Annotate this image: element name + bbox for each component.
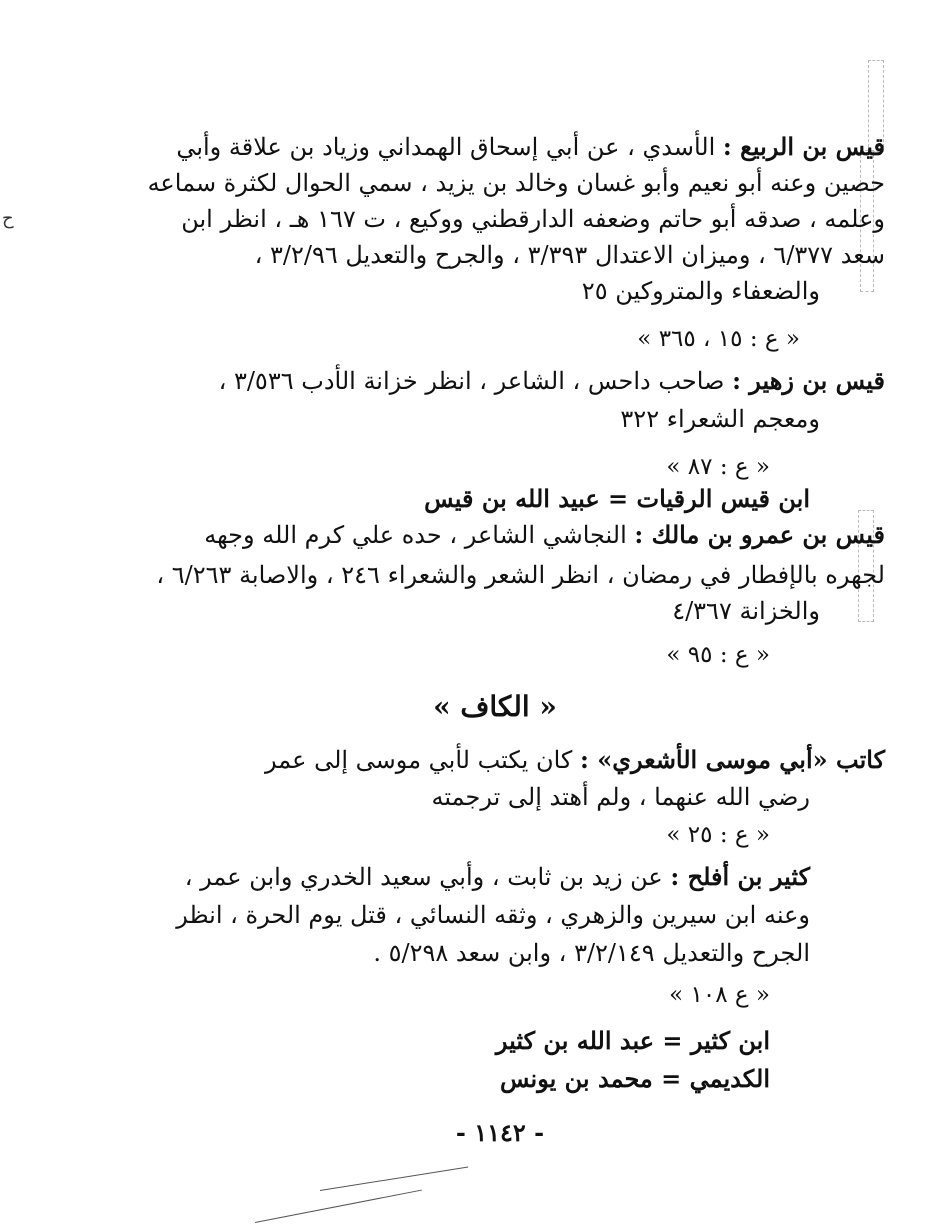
- margin-mark: ح: [2, 208, 14, 229]
- entry-line: سعد ٦/٣٧٧ ، وميزان الاعتدال ٣/٣٩٣ ، والجرح والتعديل ٣/٢/٩٦ ،: [254, 241, 885, 269]
- section-title-kaf: « الكاف »: [433, 690, 557, 723]
- entry-head-qays-rabi: قيس بن الربيع :: [722, 132, 885, 161]
- scan-artifact-line: [320, 1167, 468, 1191]
- entry-line: والخزانة ٤/٣٦٧: [672, 597, 820, 625]
- cross-ref-kudaymi: الكديمي = محمد بن يونس: [499, 1064, 770, 1093]
- entry-line: [185, 745, 885, 775]
- entry-line: [185, 366, 885, 396]
- entry-text: عن زيد بن ثابت ، وأبي سعيد الخدري وابن عمر ،: [184, 863, 663, 891]
- entry-ref: « ع : ٨٧ »: [666, 454, 770, 480]
- scan-artifact-line: [255, 1190, 422, 1223]
- entry-line: رضي الله عنهما ، ولم أهتد إلى ترجمته: [431, 783, 810, 811]
- entry-line: والضعفاء والمتروكين ٢٥: [581, 277, 820, 305]
- entry-line: وعنه ابن سيرين والزهري ، وثقه النسائي ، قتل يوم الحرة ، انظر: [176, 901, 810, 929]
- entry-ref: « ع : ٩٥ »: [666, 642, 770, 668]
- entry-line: وعلمه ، صدقه أبو حاتم وضعفه الدارقطني ووكيع ، ت ١٦٧ هـ ، انظر ابن: [181, 205, 885, 233]
- entry-line: [185, 520, 885, 550]
- entry-line: [160, 862, 810, 892]
- entry-line: لجهره بالإفطار في رمضان ، انظر الشعر والشعراء ٢٤٦ ، والاصابة ٦/٢٦٣ ،: [156, 561, 885, 589]
- entry-ref: « ع : ١٥ ، ٣٦٥ »: [637, 326, 800, 352]
- entry-ref: « ع ١٠٨ »: [669, 982, 770, 1008]
- page-number: - ١١٤٢ -: [455, 1118, 545, 1147]
- cross-ref-ibn-qays-ruqayyat: ابن قيس الرقيات = عبيد الله بن قيس: [424, 484, 810, 513]
- entry-text: صاحب داحس ، الشاعر ، انظر خزانة الأدب ٣/٥٣٦ ،: [218, 367, 725, 395]
- entry-head-kathir-aflah: كثير بن أفلح :: [670, 862, 810, 891]
- entry-head-qays-zuhayr: قيس بن زهير :: [732, 366, 885, 395]
- entry-ref: « ع : ٢٥ »: [666, 822, 770, 848]
- entry-line: ومعجم الشعراء ٣٢٢: [620, 405, 820, 433]
- entry-line: حصين وعنه أبو نعيم وأبو غسان وخالد بن يزيد ، سمي الحوال لكثرة سماعه: [147, 169, 885, 197]
- entry-line: [176, 132, 885, 162]
- entry-line: الجرح والتعديل ٣/٢/١٤٩ ، وابن سعد ٥/٢٩٨ .: [373, 939, 810, 967]
- entry-text: الأسدي ، عن أبي إسحاق الهمداني وزياد بن علاقة وأبي: [176, 133, 716, 161]
- entry-text: كان يكتب لأبي موسى إلى عمر: [265, 746, 573, 774]
- entry-head-qays-amr: قيس بن عمرو بن مالك :: [634, 520, 885, 549]
- entry-text: النجاشي الشاعر ، حده علي كرم الله وجهه: [204, 521, 627, 549]
- cross-ref-ibn-kathir: ابن كثير = عبد الله بن كثير: [495, 1026, 770, 1055]
- entry-head-katib-abi-musa: كاتب «أبي موسى الأشعري» :: [580, 745, 885, 774]
